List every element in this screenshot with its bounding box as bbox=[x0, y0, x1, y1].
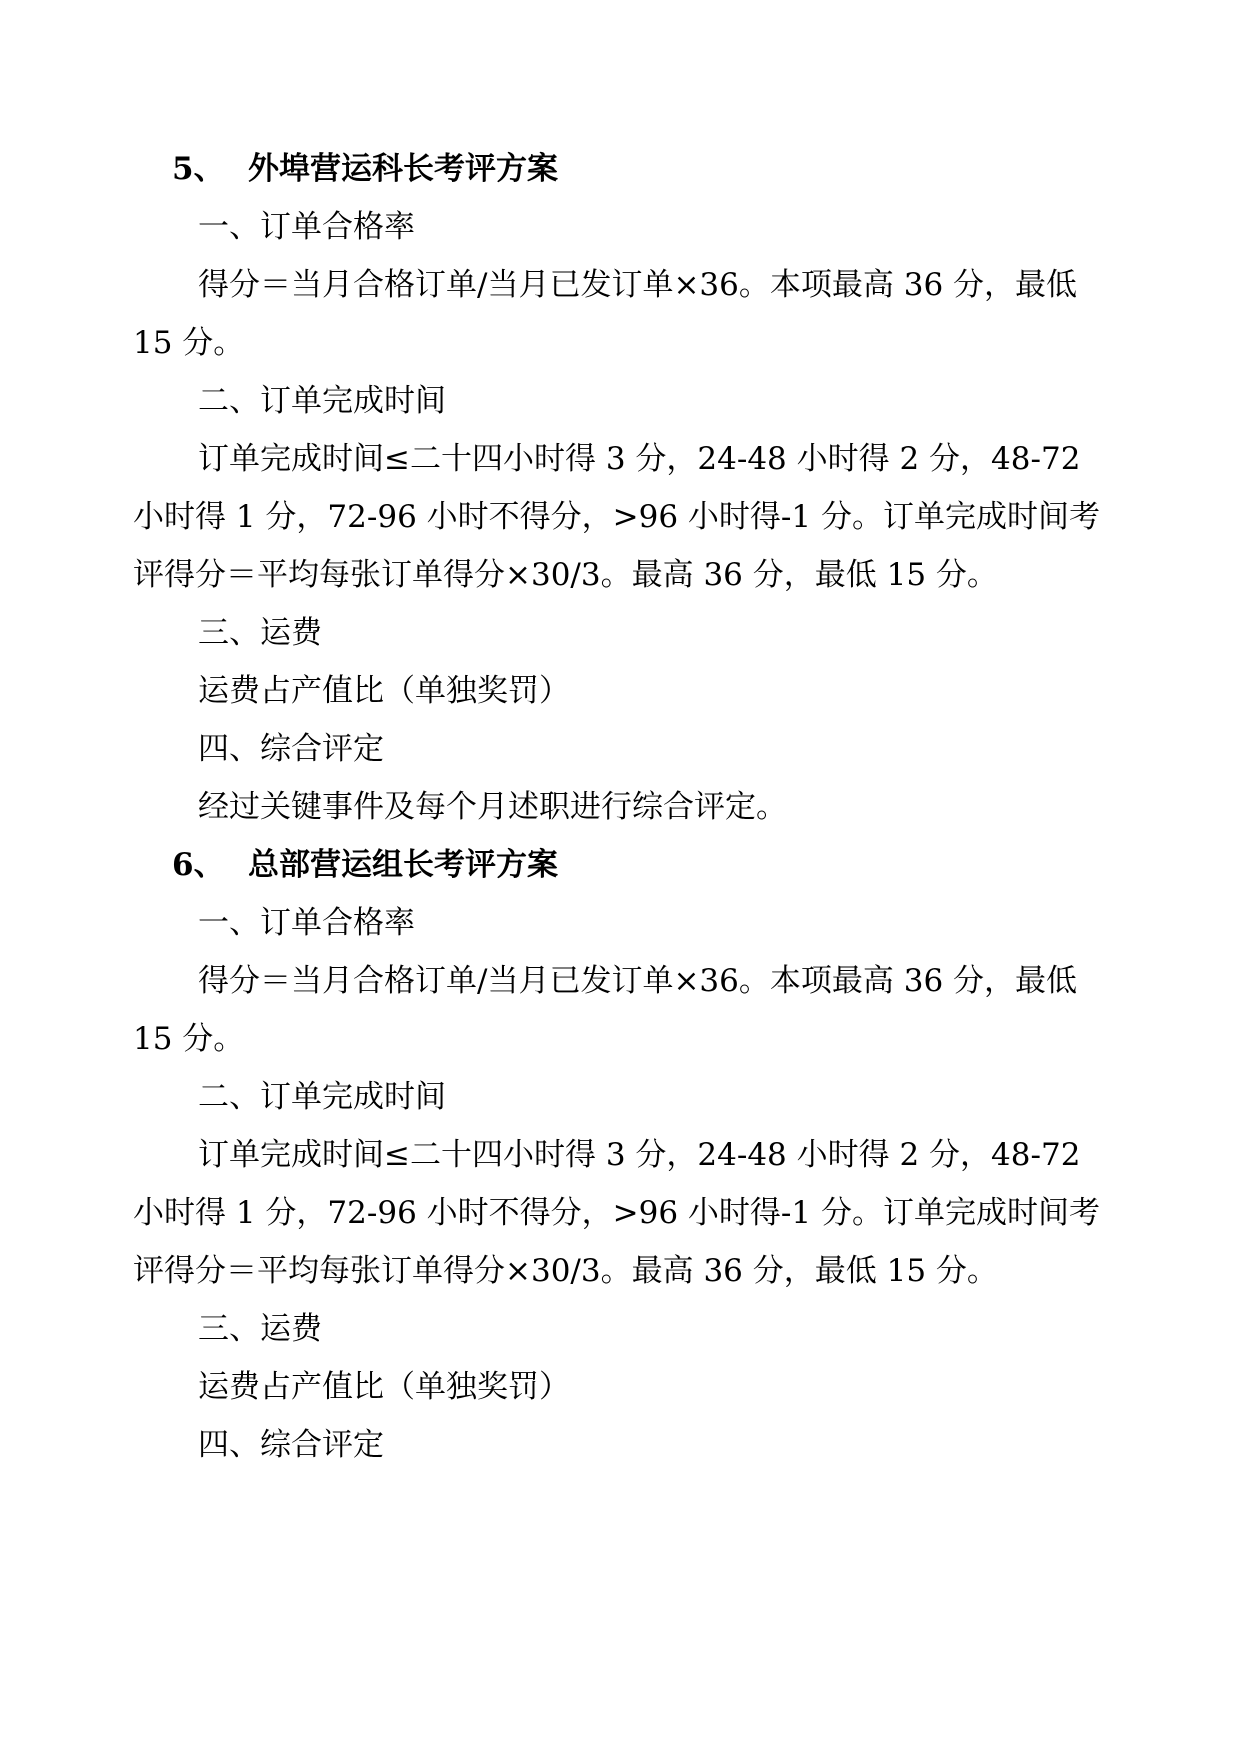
paragraph-line: 15 分。 bbox=[133, 325, 245, 361]
item-title: 二、订单完成时间 bbox=[198, 1079, 446, 1115]
paragraph-line: 评得分＝平均每张订单得分×30/3。最高 36 分，最低 15 分。 bbox=[133, 557, 998, 593]
paragraph-line: 订单完成时间≤二十四小时得 3 分，24-48 小时得 2 分，48-72 bbox=[198, 441, 1081, 477]
section-heading bbox=[172, 149, 1172, 189]
paragraph-line: 运费占产值比（单独奖罚） bbox=[198, 1369, 570, 1405]
section-number: 6、 bbox=[172, 847, 225, 883]
paragraph-line: 评得分＝平均每张订单得分×30/3。最高 36 分，最低 15 分。 bbox=[133, 1253, 998, 1289]
paragraph-line: 运费占产值比（单独奖罚） bbox=[198, 673, 570, 709]
paragraph-line: 小时得 1 分，72-96 小时不得分，>96 小时得-1 分。订单完成时间考 bbox=[133, 1195, 1100, 1231]
item-title: 二、订单完成时间 bbox=[198, 383, 446, 419]
paragraph-line: 订单完成时间≤二十四小时得 3 分，24-48 小时得 2 分，48-72 bbox=[198, 1137, 1081, 1173]
paragraph-line: 15 分。 bbox=[133, 1021, 245, 1057]
section-number: 5、 bbox=[172, 151, 225, 187]
item-title: 三、运费 bbox=[198, 1311, 322, 1347]
item-title: 四、综合评定 bbox=[198, 731, 384, 767]
item-title: 三、运费 bbox=[198, 615, 322, 651]
paragraph-line: 小时得 1 分，72-96 小时不得分，>96 小时得-1 分。订单完成时间考 bbox=[133, 499, 1100, 535]
item-title: 四、综合评定 bbox=[198, 1427, 384, 1463]
section-title: 总部营运组长考评方案 bbox=[248, 847, 558, 883]
paragraph-line: 得分＝当月合格订单/当月已发订单×36。本项最高 36 分，最低 bbox=[198, 963, 1078, 999]
paragraph-line: 得分＝当月合格订单/当月已发订单×36。本项最高 36 分，最低 bbox=[198, 267, 1078, 303]
item-title: 一、订单合格率 bbox=[198, 209, 415, 245]
section-title: 外埠营运科长考评方案 bbox=[248, 151, 558, 187]
paragraph-line: 经过关键事件及每个月述职进行综合评定。 bbox=[198, 789, 787, 825]
section-heading bbox=[172, 845, 1172, 885]
item-title: 一、订单合格率 bbox=[198, 905, 415, 941]
